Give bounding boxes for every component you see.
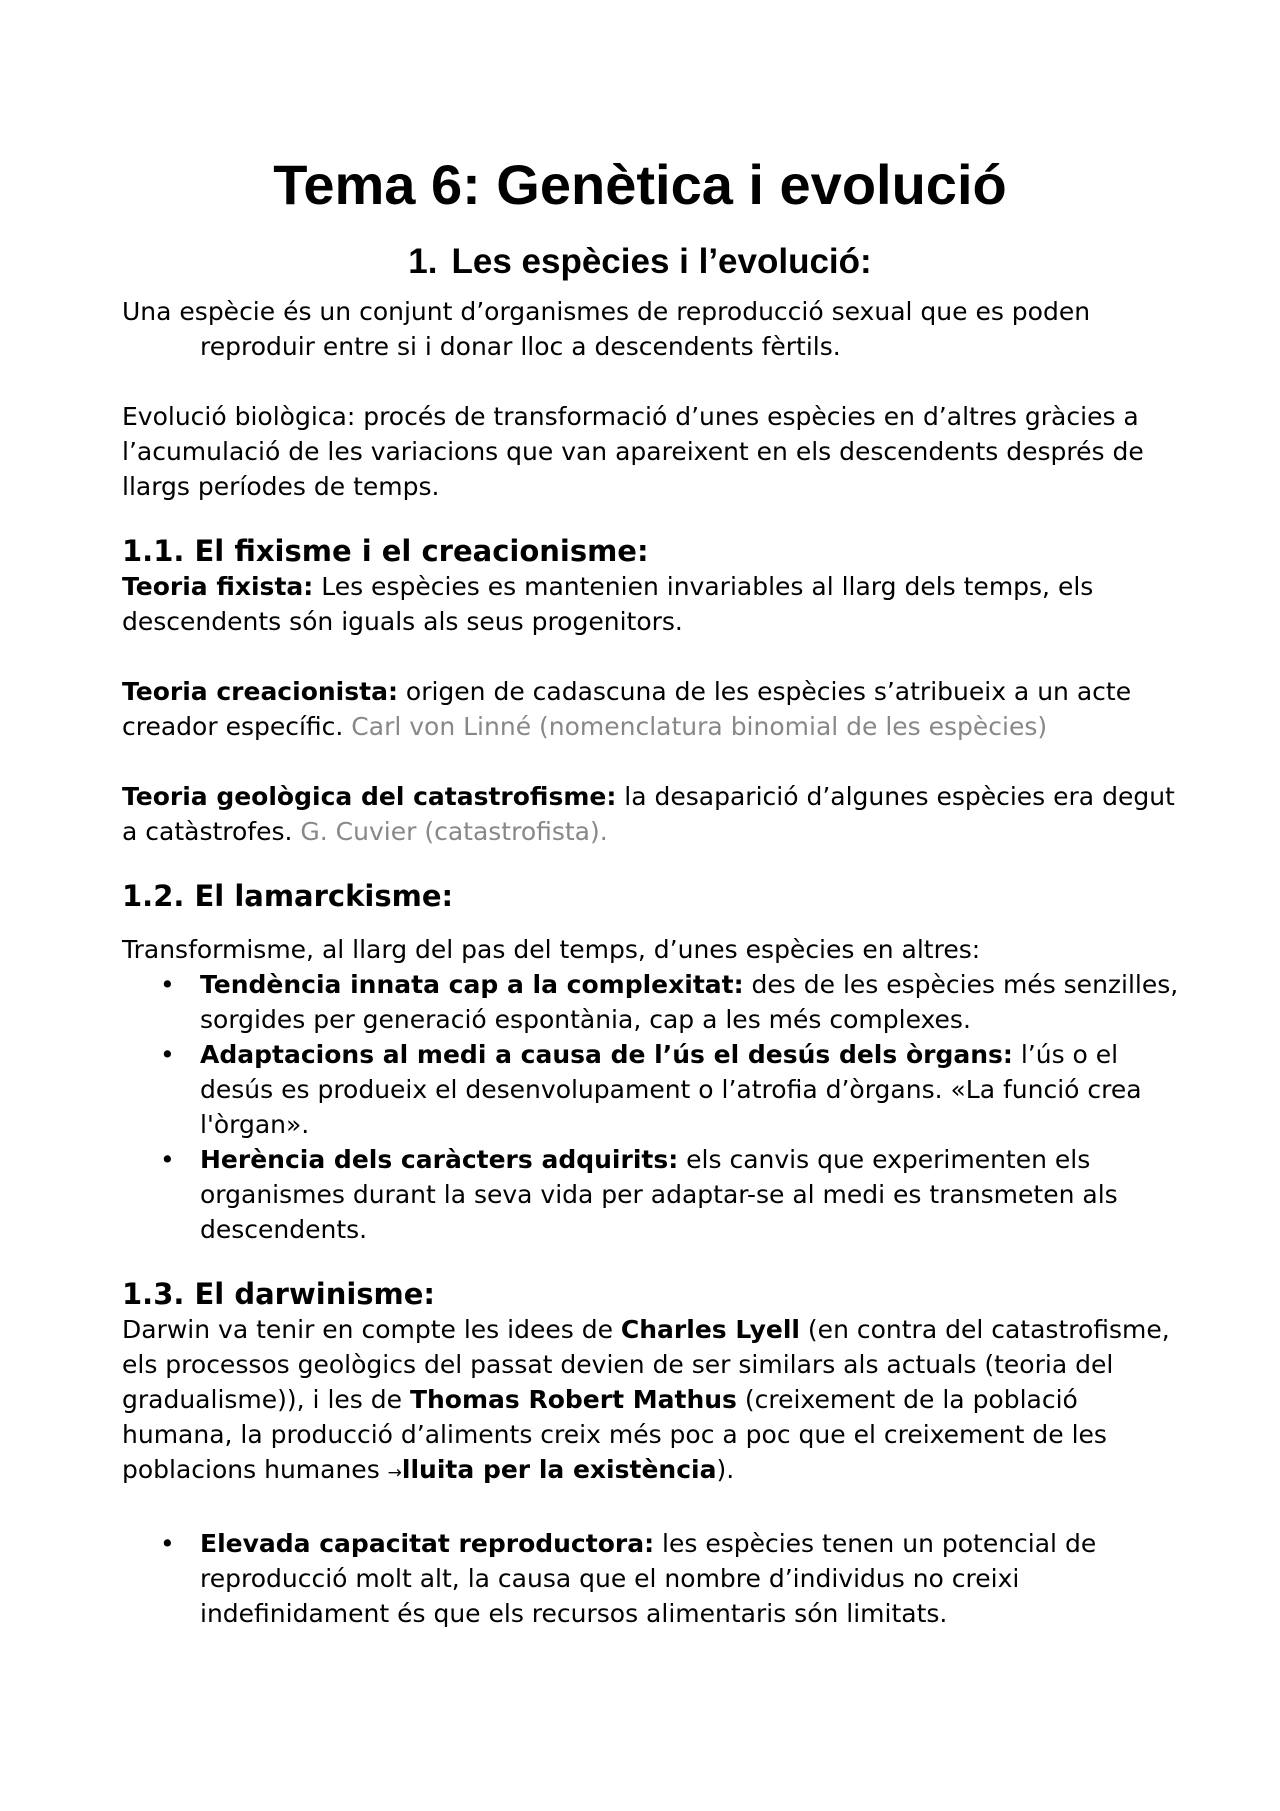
section-1-title-text: Les espècies i l’evolució: [451,242,872,281]
bullet-icon: • [160,1145,175,1174]
arrow-icon: → [387,1463,402,1483]
page-title: Tema 6: Genètica i evolució [273,153,1007,216]
darwinisme-text-4: ). [716,1455,735,1484]
teoria-creacionista-note: Carl von Linné (nomenclatura binomial de les espècies) [351,712,1048,741]
section-1-3-heading: 1.3. El darwinisme: [122,1277,436,1311]
teoria-fixista-label: Teoria fixista: [122,572,314,601]
darwinisme-paragraph [122,1312,1182,1491]
especie-definition: Una espècie és un conjunt d’organismes de reproducció sexual que es poden reproduir entre si i donar lloc a descendents fèrtils. [122,297,1091,361]
lluita-existencia: lluita per la existència [401,1455,717,1484]
teoria-creacionista-label: Teoria creacionista: [122,677,398,706]
list-item [122,967,1182,1037]
list-item-text: des de les espècies més senzilles, sorgides per generació espontània, cap a les més complexes. [200,970,1179,1034]
section-1-1-heading: 1.1. El fixisme i el creacionisme: [122,534,649,568]
list-item-label: Herència dels caràcters adquirits: [200,1145,679,1174]
thomas-robert-mathus: Thomas Robert Mathus [409,1385,737,1414]
list-item-text: els canvis que experimenten els organismes durant la seva vida per adaptar-se al medi es transmeten als descendents. [200,1145,1118,1244]
document-body [122,294,1182,1631]
bullet-icon: • [160,1040,175,1069]
section-1-2-heading: 1.2. El lamarckisme: [122,879,454,913]
teoria-fixista-text: Les espècies es mantenien invariables al llarg dels temps, els descendents són iguals als seus progenitors. [122,572,1094,636]
list-item [122,1526,1182,1631]
teoria-fixista [122,569,1182,639]
teoria-catastrofisme-label: Teoria geològica del catastrofisme: [122,782,617,811]
evolucio-definition: Evolució biològica: procés de transformació d’unes espècies en d’altres gràcies a l’acumulació de les variacions que van apareixent en els descendents després de llargs períodes de temps. [122,402,1144,501]
darwinisme-text-1: Darwin va tenir en compte les idees de [122,1315,621,1344]
charles-lyell: Charles Lyell [620,1315,800,1344]
list-item [122,1037,1182,1142]
lamarckisme-list [122,967,1182,1247]
list-item-text: l’ús o el desús es produeix el desenvolupament o l’atrofia d’òrgans. «La funció crea l'òrgan». [200,1040,1142,1139]
bullet-icon: • [160,970,175,999]
teoria-catastrofisme [122,779,1182,849]
lamarckisme-intro: Transformisme, al llarg del pas del temps, d’unes espècies en altres: [122,935,981,964]
darwinisme-text-3: (creixement de la població humana, la producció d’aliments creix més poc a poc que el creixement de les poblacions humanes [122,1385,1107,1484]
darwinisme-text-2: (en contra del catastrofisme, els processos geològics del passat devien de ser similars als actuals (teoria del gradualisme)), i les de [122,1315,1170,1414]
teoria-catastrofisme-text: la desaparició d’algunes espècies era degut a catàstrofes. [122,782,1175,846]
bullet-icon: • [160,1529,175,1558]
teoria-creacionista [122,674,1182,744]
section-1-title [0,238,1280,286]
teoria-creacionista-text: origen de cadascuna de les espècies s’atribueix a un acte creador específic. [122,677,1132,741]
list-item [122,1142,1182,1247]
darwinisme-list [122,1526,1182,1631]
teoria-catastrofisme-note: G. Cuvier (catastrofista). [300,817,608,846]
section-1-number: 1. [408,242,438,281]
list-item-label: Tendència innata cap a la complexitat: [200,970,744,999]
list-item-label: Elevada capacitat reproductora: [200,1529,655,1558]
list-item-text: les espècies tenen un potencial de reproducció molt alt, la causa que el nombre d’individus no creixi indefinidament és que els recursos alimentaris són limitats. [200,1529,1097,1628]
list-item-label: Adaptacions al medi a causa de l’ús el desús dels òrgans: [200,1040,1013,1069]
